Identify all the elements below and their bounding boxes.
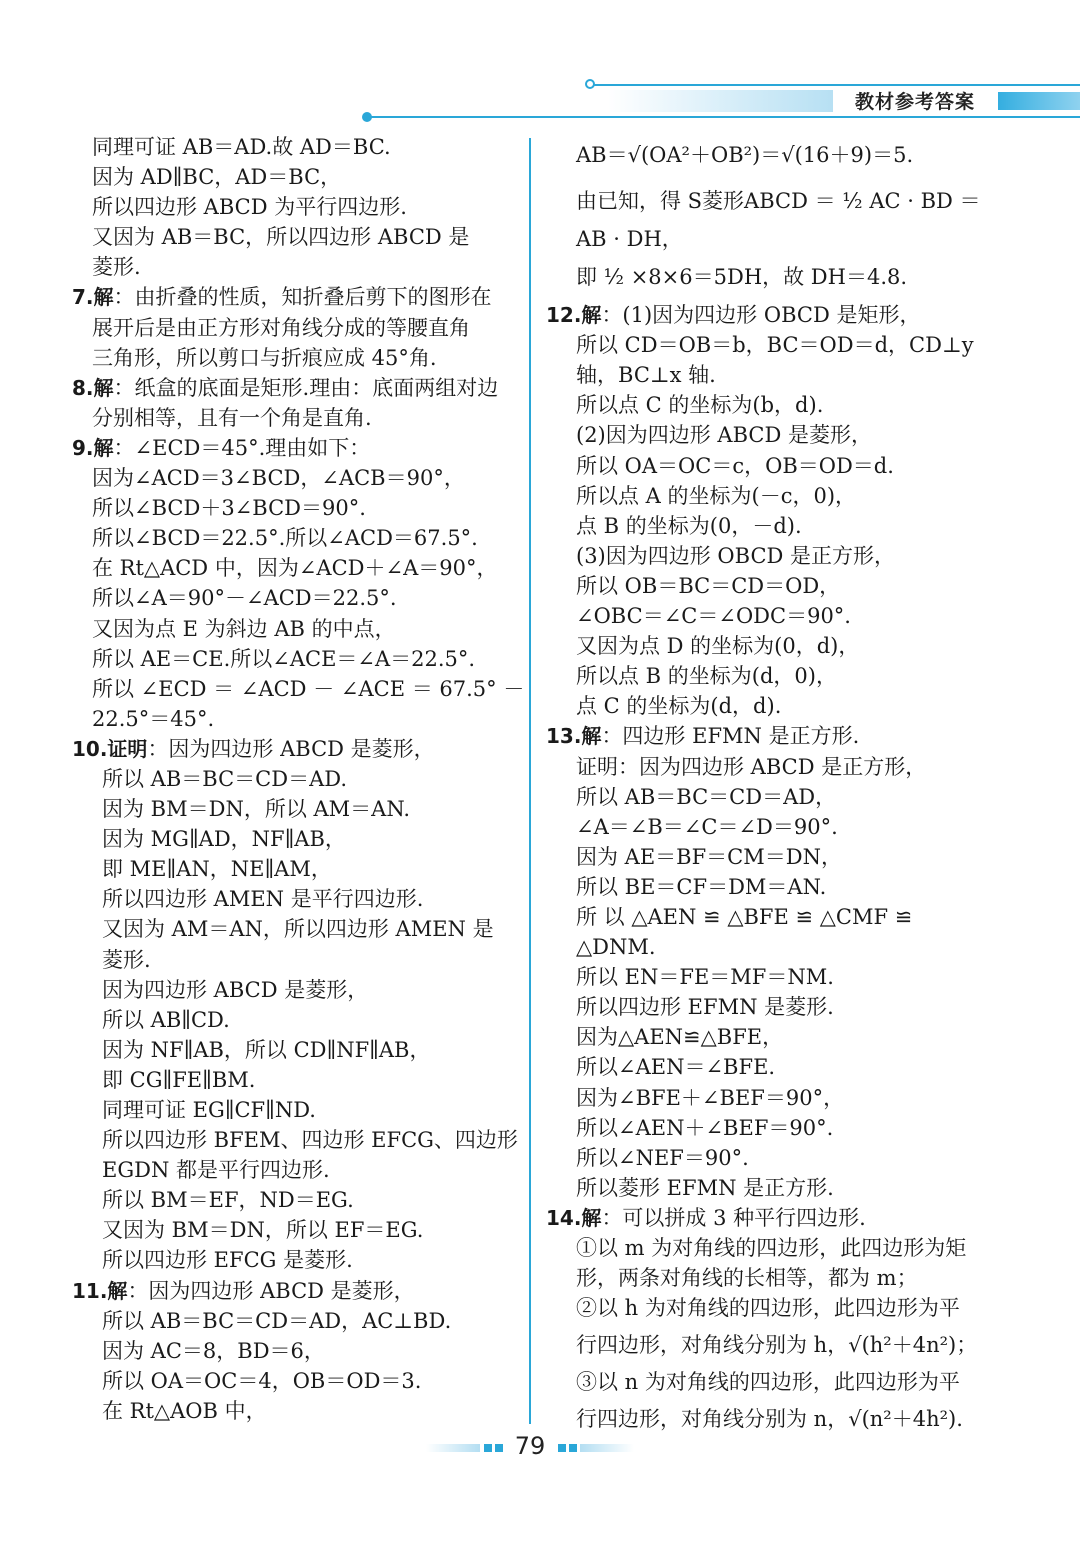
line-text: 所以∠BCD＋3∠BCD＝90°.	[92, 496, 366, 521]
line-text: 因为 AE＝BF＝CM＝DN，	[576, 844, 842, 869]
line-text: ：因为四边形 ABCD 是菱形，	[127, 1278, 415, 1303]
line-text: 所以点 C 的坐标为(b，d).	[576, 393, 824, 418]
text-line	[72, 1366, 520, 1396]
line-text: ①以 m 为对角线的四边形，此四边形为矩	[576, 1236, 967, 1260]
line-text: ：由折叠的性质，知折叠后剪下的图形在	[113, 285, 492, 310]
line-text: 行四边形，对角线分别为 h，√(h²＋4n²)；	[576, 1333, 978, 1358]
footer-square	[484, 1444, 492, 1452]
text-line	[546, 721, 996, 751]
text-line	[546, 962, 996, 992]
text-line	[546, 420, 996, 450]
text-line	[546, 1367, 996, 1397]
line-text: 所以四边形 ABCD 为平行四边形.	[92, 195, 407, 220]
line-text: 所以菱形 EFMN 是正方形.	[576, 1175, 834, 1200]
problem-number: 7.解	[72, 285, 114, 310]
line-text: 所以∠AEN＝∠BFE.	[576, 1055, 776, 1080]
problem-number: 13.解	[546, 724, 602, 749]
text-line	[72, 313, 520, 343]
line-text: 因为 AD∥BC，AD＝BC，	[92, 165, 342, 190]
line-text: 因为△AEN≌△BFE，	[576, 1025, 784, 1050]
text-line	[72, 493, 520, 523]
line-text: 即 CG∥FE∥BM.	[102, 1067, 256, 1092]
text-line	[546, 752, 996, 782]
text-line	[546, 842, 996, 872]
line-text: EGDN 都是平行四边形.	[102, 1158, 330, 1183]
text-line	[72, 884, 520, 914]
text-line	[72, 463, 520, 493]
text-line	[72, 1396, 520, 1426]
text-line	[546, 1203, 996, 1233]
line-text: 在 Rt△ACD 中，因为∠ACD＋∠A＝90°，	[92, 556, 498, 581]
line-text: 又因为 AB＝BC，所以四边形 ABCD 是	[92, 225, 470, 250]
text-line	[546, 631, 996, 661]
line-text: 所以∠AEN＋∠BEF＝90°.	[576, 1115, 834, 1140]
line-text: ：四边形 EFMN 是正方形.	[601, 724, 860, 749]
line-text: 菱形.	[92, 255, 141, 280]
text-line	[546, 1022, 996, 1052]
line-text: △DNM.	[576, 935, 656, 960]
page-footer	[0, 1430, 1080, 1470]
text-line	[72, 1306, 520, 1336]
line-text: 所以 AB＝BC＝CD＝AD，	[576, 784, 837, 809]
text-line	[72, 403, 520, 433]
line-text: ：∠ECD＝45°.理由如下：	[113, 435, 371, 460]
line-text: 即 ½ ×8×6＝5DH，故 DH＝4.8.	[576, 265, 908, 290]
text-line	[546, 511, 996, 541]
line-text: 所以∠BCD＝22.5°.所以∠ACD＝67.5°.	[92, 526, 478, 551]
line-text: (2)因为四边形 ABCD 是菱形，	[576, 423, 872, 448]
line-text: 所以点 A 的坐标为(－c，0)，	[576, 483, 857, 508]
text-line	[72, 553, 520, 583]
footer-square	[495, 1444, 503, 1452]
text-line	[72, 734, 520, 764]
line-text: 又因为点 E 为斜边 AB 的中点，	[92, 616, 396, 641]
line-text: 因为 NF∥AB，所以 CD∥NF∥AB，	[102, 1037, 431, 1062]
line-text: 所以 AB＝BC＝CD＝AD.	[102, 766, 347, 791]
line-text: 又因为 BM＝DN，所以 EF＝EG.	[102, 1218, 424, 1243]
text-line	[72, 794, 520, 824]
problem-number: 9.解	[72, 435, 114, 460]
line-text: 即 ME∥AN，NE∥AM，	[102, 857, 332, 882]
text-line	[546, 1173, 996, 1203]
text-line	[72, 222, 520, 252]
line-text: 因为 MG∥AD，NF∥AB，	[102, 827, 346, 852]
section-title: 教材参考答案	[854, 91, 975, 113]
problem-number: 10.证明	[72, 736, 148, 761]
line-text: 所以 OA＝OC＝c，OB＝OD＝d.	[576, 453, 894, 478]
text-line	[546, 1113, 996, 1143]
text-line	[72, 1276, 520, 1306]
line-text: 所以 OA＝OC＝4，OB＝OD＝3.	[102, 1368, 422, 1393]
text-line	[72, 343, 520, 373]
header-rule-bottom	[370, 116, 1080, 118]
text-line	[72, 1215, 520, 1245]
line-text: ：纸盒的底面是矩形.理由：底面两组对边	[113, 375, 499, 400]
text-line	[546, 691, 996, 721]
line-text: ∠OBC＝∠C＝∠ODC＝90°.	[576, 604, 851, 629]
line-text: 形，两条对角线的长相等，都为 m；	[576, 1266, 918, 1291]
text-line	[72, 523, 520, 553]
line-text: 三角形，所以剪口与折痕应成 45°角.	[92, 345, 437, 370]
text-line	[72, 132, 520, 162]
text-line	[546, 932, 996, 962]
text-line	[546, 300, 996, 330]
page-header	[0, 0, 1080, 130]
problem-number: 14.解	[546, 1205, 602, 1230]
line-text: 因为四边形 ABCD 是菱形，	[102, 977, 369, 1002]
line-text: 同理可证 AB＝AD.故 AD＝BC.	[92, 135, 391, 159]
text-line	[72, 914, 520, 944]
text-line	[546, 390, 996, 420]
line-text: (3)因为四边形 OBCD 是正方形，	[576, 543, 896, 568]
line-text: ：可以拼成 3 种平行四边形.	[601, 1205, 866, 1230]
footer-bar-left	[426, 1444, 480, 1452]
text-line	[546, 601, 996, 631]
line-text: 展开后是由正方形对角线分成的等腰直角	[92, 315, 470, 340]
text-line	[546, 132, 996, 178]
problem-number: 11.解	[72, 1278, 128, 1303]
line-text: ：因为四边形 ABCD 是菱形，	[147, 736, 435, 761]
text-line	[72, 373, 520, 403]
text-line	[546, 992, 996, 1022]
line-text: 所以∠A＝90°－∠ACD＝22.5°.	[92, 586, 397, 611]
text-line	[72, 1336, 520, 1366]
column-divider	[529, 138, 531, 1424]
text-line	[546, 812, 996, 842]
line-text: 轴，BC⊥x 轴.	[576, 363, 716, 388]
text-line	[72, 252, 520, 282]
text-line	[72, 704, 520, 734]
text-line	[72, 1095, 520, 1125]
line-text: 分别相等，且有一个角是直角.	[92, 405, 372, 430]
text-line	[546, 481, 996, 511]
text-line	[72, 854, 520, 884]
line-text: 因为 BM＝DN，所以 AM＝AN.	[102, 797, 411, 822]
text-line	[72, 674, 525, 704]
text-line	[546, 1323, 996, 1367]
line-text: 所以点 B 的坐标为(d，0)，	[576, 664, 837, 689]
text-line	[72, 975, 520, 1005]
text-line	[72, 1005, 520, 1035]
text-line	[546, 178, 996, 224]
text-line	[546, 451, 996, 481]
line-text: 所以 OB＝BC＝CD＝OD，	[576, 573, 841, 598]
line-text: 因为∠ACD＝3∠BCD，∠ACB＝90°，	[92, 466, 465, 491]
line-text: 行四边形，对角线分别为 n，√(n²＋4h²).	[576, 1407, 963, 1432]
line-text: 所以 BE＝CF＝DM＝AN.	[576, 874, 827, 899]
header-gradient-band	[608, 90, 833, 112]
line-text: 所以四边形 AMEN 是平行四边形.	[102, 887, 424, 912]
text-line	[546, 872, 996, 902]
problem-number: 12.解	[546, 303, 602, 328]
text-line	[546, 661, 996, 691]
text-line	[546, 1083, 996, 1113]
text-line	[546, 571, 996, 601]
line-text: 所以四边形 EFMN 是菱形.	[576, 995, 834, 1020]
line-text: AB · DH，	[576, 227, 683, 251]
line-text: 因为 AC＝8，BD＝6，	[102, 1338, 325, 1363]
text-line	[72, 1185, 520, 1215]
line-text: 因为∠BFE＋∠BEF＝90°，	[576, 1085, 845, 1110]
line-text: 在 Rt△AOB 中，	[102, 1398, 267, 1423]
text-line	[546, 360, 996, 390]
line-text: ∠A＝∠B＝∠C＝∠D＝90°.	[576, 814, 838, 839]
line-text: ②以 h 为对角线的四边形，此四边形为平	[576, 1296, 960, 1321]
line-text: 证明：因为四边形 ABCD 是正方形，	[576, 754, 927, 779]
text-line	[72, 282, 520, 312]
text-line	[546, 1293, 996, 1323]
text-line	[72, 1065, 520, 1095]
right-column	[546, 132, 996, 1441]
line-text: AB＝√(OA²＋OB²)＝√(16＋9)＝5.	[576, 143, 914, 167]
line-text: 所 以 △AEN ≌ △BFE ≌ △CMF ≌	[576, 904, 913, 929]
line-text: 菱形.	[102, 947, 151, 972]
left-column	[72, 132, 525, 1426]
footer-square	[558, 1444, 566, 1452]
line-text: ③以 n 为对角线的四边形，此四边形为平	[576, 1370, 960, 1395]
line-text: 所以 CD＝OB＝b，BC＝OD＝d，CD⊥y	[576, 333, 974, 358]
text-line	[72, 824, 520, 854]
text-line	[72, 1125, 520, 1155]
line-text: 又因为 AM＝AN，所以四边形 AMEN 是	[102, 917, 494, 942]
line-text: 所以四边形 EFCG 是菱形.	[102, 1248, 353, 1273]
text-line	[546, 782, 996, 812]
text-line	[546, 902, 996, 932]
line-text: 22.5°＝45°.	[92, 706, 215, 731]
line-text: 又因为点 D 的坐标为(0，d)，	[576, 634, 860, 659]
footer-bar-right	[580, 1444, 634, 1452]
header-rule-top	[594, 84, 1080, 86]
page-number: 79	[514, 1432, 546, 1460]
text-line	[546, 1052, 996, 1082]
text-line	[72, 162, 520, 192]
line-text: 所以 ∠ECD ＝ ∠ACD － ∠ACE ＝ 67.5° －	[92, 676, 525, 701]
text-line	[72, 583, 520, 613]
text-line	[72, 192, 520, 222]
line-text: 所以 BM＝EF，ND＝EG.	[102, 1188, 354, 1213]
text-line	[72, 764, 520, 794]
line-text: 点 B 的坐标为(0，－d).	[576, 513, 802, 538]
text-line	[72, 1035, 520, 1065]
text-line	[72, 945, 520, 975]
text-line	[546, 541, 996, 571]
text-line	[72, 1155, 520, 1185]
line-text: 同理可证 EG∥CF∥ND.	[102, 1098, 316, 1122]
line-text: 所以 AB∥CD.	[102, 1007, 230, 1032]
line-text: 所以∠NEF＝90°.	[576, 1145, 749, 1170]
text-line	[546, 1233, 996, 1263]
text-line	[546, 224, 996, 254]
line-text: 所以 AB＝BC＝CD＝AD，AC⊥BD.	[102, 1308, 452, 1333]
text-line	[72, 1245, 520, 1275]
problem-number: 8.解	[72, 375, 114, 400]
text-line	[546, 1263, 996, 1293]
header-tab-ornament	[998, 92, 1080, 110]
line-text: 所以四边形 BFEM、四边形 EFCG、四边形	[102, 1128, 518, 1153]
text-line	[72, 644, 520, 674]
text-line	[72, 614, 520, 644]
line-text: 所以 EN＝FE＝MF＝NM.	[576, 965, 834, 990]
footer-square	[569, 1444, 577, 1452]
line-text: 所以 AE＝CE.所以∠ACE＝∠A＝22.5°.	[92, 646, 476, 671]
line-text: ：(1)因为四边形 OBCD 是矩形，	[601, 303, 921, 328]
text-line	[546, 254, 996, 300]
line-text: 点 C 的坐标为(d，d).	[576, 694, 782, 719]
text-line	[546, 1143, 996, 1173]
line-text: 由已知，得 S菱形ABCD ＝ ½ AC · BD ＝	[576, 189, 981, 213]
text-line	[72, 433, 520, 463]
text-line	[546, 330, 996, 360]
